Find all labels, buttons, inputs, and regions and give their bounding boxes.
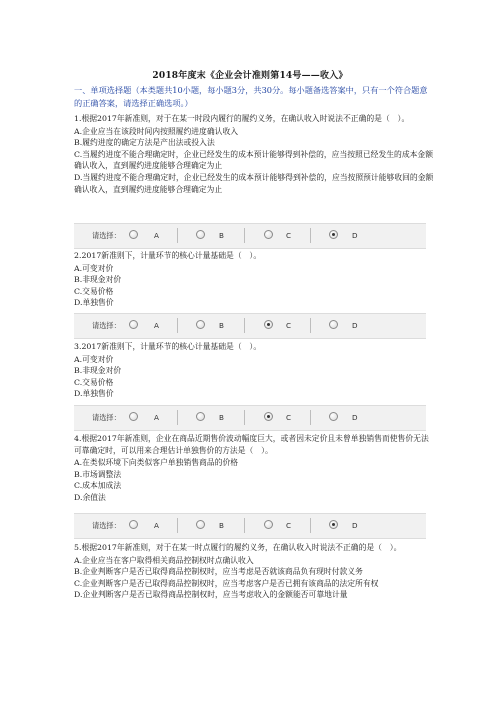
question-text: 5.根据2017年新准则，对于在某一时点履行的履约义务，在确认收入时说法不正确的是（ ）。	[74, 543, 402, 552]
answer-prompt: 请选择：	[92, 231, 121, 240]
answer-prompt: 请选择：	[92, 321, 121, 330]
question-text: 4.根据2017年新准则，企业在商品近期售价波动幅度巨大，或者因未定价且未曾单独销售而使售价无法可靠确定时，可以用来合理估计单独售价的方法是（ ）。	[74, 434, 429, 455]
question-text: 3.2017新准则下，计量环节的核心计量基础是（ ）。	[74, 342, 262, 351]
answer-prompt: 请选择：	[92, 413, 121, 422]
option-letter-b: B	[219, 521, 224, 530]
option-letter-a: A	[154, 413, 159, 422]
option-d: D.单独售价	[74, 298, 114, 308]
radio-d[interactable]	[329, 230, 338, 239]
option-a: A.可变对价	[74, 354, 114, 364]
option-letter-a: A	[154, 521, 159, 530]
section-header: 一、单项选择题（本类题共10小题，每小题3分，共30分。每小题备选答案中，只有一个符合题意的正确答案，请选择正确选项。）	[74, 85, 428, 108]
radio-a[interactable]	[129, 320, 138, 329]
divider	[177, 410, 178, 425]
question-text: 1.根据2017年新准则，对于在某一时段内履行的履约义务，在确认收入时说法不正确的是（ ）。	[74, 114, 410, 123]
divider	[177, 228, 178, 243]
option-letter-d: D	[352, 321, 358, 330]
option-letter-c: C	[286, 321, 292, 330]
radio-b[interactable]	[196, 320, 205, 329]
radio-d[interactable]	[329, 520, 338, 529]
radio-a[interactable]	[129, 520, 138, 529]
radio-c[interactable]	[264, 520, 273, 529]
option-a: A.在类似环境下向类似客户单独销售商品的价格	[74, 458, 239, 468]
answer-row-3	[74, 405, 426, 431]
radio-c[interactable]	[264, 320, 273, 329]
radio-d[interactable]	[329, 412, 338, 421]
option-b: B.非现金对价	[74, 275, 122, 285]
divider	[244, 228, 245, 243]
option-letter-b: B	[219, 321, 224, 330]
option-a: A.企业应当在客户取得相关商品控制权时点确认收入	[74, 555, 254, 565]
option-letter-a: A	[154, 321, 159, 330]
divider	[177, 518, 178, 533]
option-c: C.交易价格	[74, 377, 114, 387]
option-c: C.当履约进度不能合理确定时，企业已经发生的成本预计能够得到补偿的，应当按照已经发生的成本金额确认收入，直到履约进度能够合理确定为止	[74, 149, 434, 171]
answer-row-2	[74, 313, 426, 339]
answer-prompt: 请选择：	[92, 521, 121, 530]
question-1	[74, 113, 434, 195]
radio-a[interactable]	[129, 412, 138, 421]
radio-d[interactable]	[329, 320, 338, 329]
answer-row-4	[74, 513, 426, 539]
divider	[310, 518, 311, 533]
option-letter-d: D	[352, 521, 358, 530]
option-b: B.企业判断客户是否已取得商品控制权时，应当考虑是否就该商品负有现时付款义务	[74, 567, 363, 577]
option-letter-d: D	[352, 231, 358, 240]
question-3	[74, 341, 434, 400]
option-letter-c: C	[286, 413, 292, 422]
option-d: D.当履约进度不能合理确定时，企业已经发生的成本预计能够得到补偿的，应当按照预计能够收回的金额确认收入，直到履约进度能够合理确定为止	[74, 172, 434, 194]
radio-b[interactable]	[196, 520, 205, 529]
radio-c[interactable]	[264, 230, 273, 239]
option-b: B.市场调整法	[74, 469, 122, 479]
radio-b[interactable]	[196, 230, 205, 239]
option-letter-a: A	[154, 231, 159, 240]
option-b: B.履约进度的确定方法是产出法或投入法	[74, 138, 215, 148]
question-4	[74, 433, 434, 504]
question-text: 2.2017新准则下，计量环节的核心计量基础是（ ）。	[74, 251, 262, 260]
option-b: B.非现金对价	[74, 366, 122, 376]
radio-b[interactable]	[196, 412, 205, 421]
divider	[310, 228, 311, 243]
divider	[244, 318, 245, 333]
divider	[310, 318, 311, 333]
question-5	[74, 542, 434, 601]
option-c: C.交易价格	[74, 286, 114, 296]
question-2	[74, 250, 434, 309]
document-title: 2018年度末《企业会计准则第14号——收入》	[152, 71, 348, 81]
option-letter-b: B	[219, 231, 224, 240]
divider	[177, 318, 178, 333]
option-d: D.单独售价	[74, 389, 114, 399]
option-a: A.企业应当在该段时间内按照履约进度确认收入	[74, 126, 239, 136]
divider	[310, 410, 311, 425]
radio-a[interactable]	[129, 230, 138, 239]
divider	[244, 518, 245, 533]
option-c: C.成本加成法	[74, 481, 122, 491]
radio-c[interactable]	[264, 412, 273, 421]
option-letter-c: C	[286, 521, 292, 530]
option-c: C.企业判断客户是否已取得商品控制权时，应当考虑客户是否已拥有该商品的法定所有权	[74, 578, 379, 588]
option-letter-c: C	[286, 231, 292, 240]
option-letter-d: D	[352, 413, 358, 422]
option-d: D.余值法	[74, 492, 106, 502]
option-a: A.可变对价	[74, 263, 114, 273]
option-d: D.企业判断客户是否已取得商品控制权时，应当考虑收入的金额能否可靠地计量	[74, 590, 348, 600]
divider	[244, 410, 245, 425]
answer-row-1	[74, 223, 426, 249]
option-letter-b: B	[219, 413, 224, 422]
